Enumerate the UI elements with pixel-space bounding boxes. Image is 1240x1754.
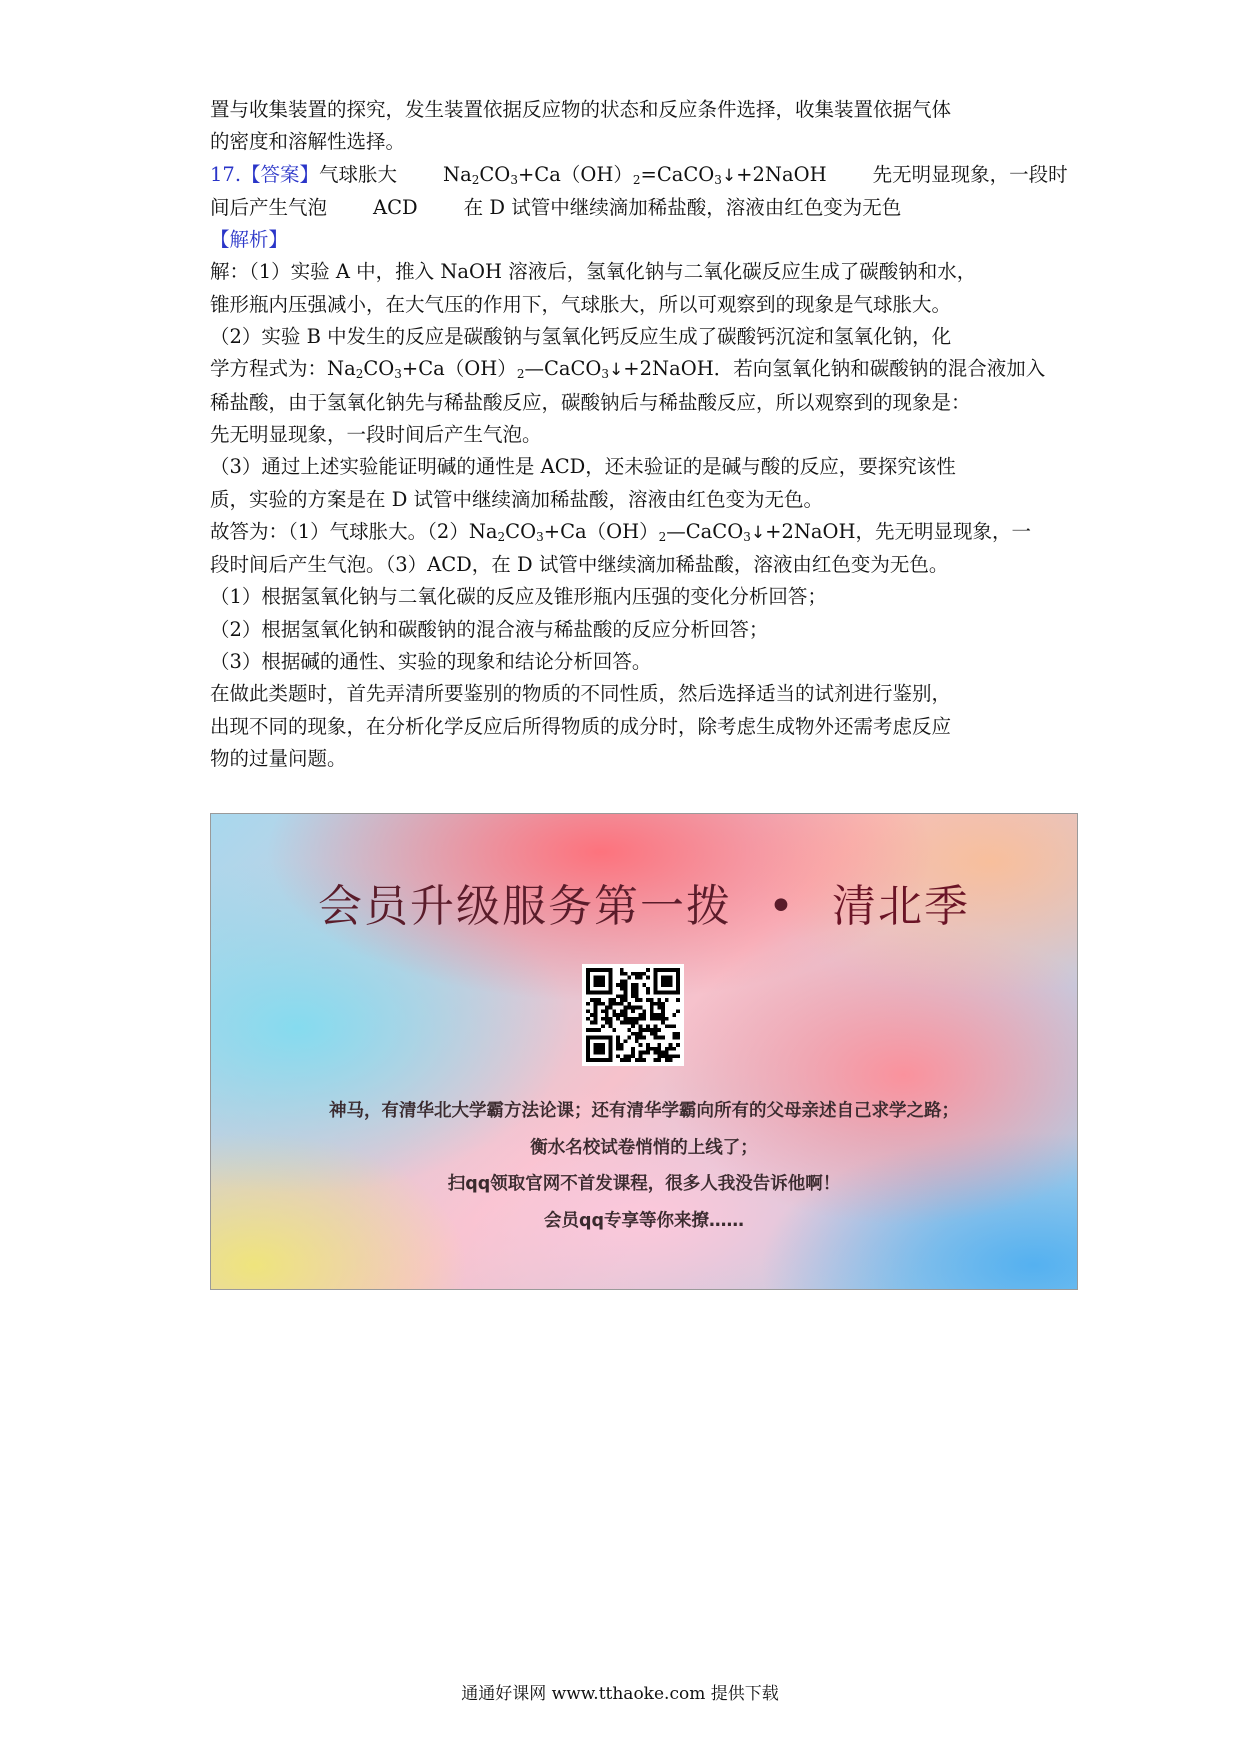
question-number: 17. [210,162,242,186]
promo-line: 扫qq领取官网不首发课程，很多人我没告诉他啊！ [447,1174,841,1194]
qr-code-icon[interactable] [582,964,684,1066]
answer-part-1: 气球胀大 [319,162,398,186]
text-line: （3）根据碱的通性、实验的现象和结论分析回答。 [210,650,652,674]
answer-part-4: ACD [373,195,418,219]
footer-credit: 通通好课网 www.tthaoke.com 提供下载 [461,1684,779,1704]
promo-line: 神马，有清华北大学霸方法论课；还有清华学霸向所有的父母亲述自己求学之路； [329,1101,959,1121]
text-line: 解：（1）实验 A 中，推入 NaOH 溶液后，氢氧化钠与二氧化碳反应生成了碳酸钠和水， [210,260,977,284]
text-line: 的密度和溶解性选择。 [210,130,406,154]
analysis-tag: 【解析】 [210,228,289,252]
answer-equation: $Na_2CO_3+Ca(OH)_2=CaCO_3↓+2NaOH$ [443,162,827,187]
answer-line-cont: 间后产生气泡 ACD 在 D 试管中继续滴加稀盐酸，溶液由红色变为无色 [210,195,902,219]
text-line: 出现不同的现象，在分析化学反应后所得物质的成分时，除考虑生成物外还需考虑反应 [210,714,952,738]
text-line: 锥形瓶内压强减小，在大气压的作用下，气球胀大，所以可观察到的现象是气球胀大。 [210,292,952,316]
equation-line: 学方程式为：$Na_2CO_3+Ca(OH)_2—CaCO_3↓+2NaOH$．若向氢氧化钠和碳酸钠的混合液加入 [210,357,1046,382]
text-line: （1）根据氢氧化钠与二氧化碳的反应及锥形瓶内压强的变化分析回答； [210,585,827,609]
promo-line: 衡水名校试卷悄悄的上线了； [530,1137,758,1158]
banner-title: 会员升级服务第一拨 • 清北季 [318,881,970,932]
text-line: 段时间后产生气泡。（3）ACD，在 D 试管中继续滴加稀盐酸，溶液由红色变为无色。 [210,553,949,577]
text-line: 质，实验的方案是在 D 试管中继续滴加稀盐酸，溶液由红色变为无色。 [210,487,824,511]
answer-tag: 【答案】 [241,162,320,186]
answer-part-5: 在 D 试管中继续滴加稀盐酸，溶液由红色变为无色 [463,195,902,219]
text-line: 先无明显现象，一段时间后产生气泡。 [210,422,542,446]
answer-line [210,159,1068,192]
text-line: （2）实验 B 中发生的反应是碳酸钠与氢氧化钙反应生成了碳酸钙沉淀和氢氧化钠，化 [210,325,952,349]
equation-line: 故答为：（1）气球胀大。$(2)Na_2CO_3+Ca(OH)_2—CaCO_3↓+2NaOH$，先无明显现象，一 [210,519,1032,544]
text-line: （3）通过上述实验能证明碱的通性是 ACD，还未验证的是碱与酸的反应，要探究该性 [210,455,956,479]
document-body [210,94,1068,775]
promo-banner [210,813,1078,1290]
text-line: 置与收集装置的探究，发生装置依据反应物的状态和反应条件选择，收集装置依据气体 [210,98,952,121]
text-line: 在做此类题时，首先弄清所要鉴别的物质的不同性质，然后选择适当的试剂进行鉴别， [210,682,952,706]
text-line: （2）根据氢氧化钠和碳酸钠的混合液与稀盐酸的反应分析回答； [210,617,769,641]
text-line: 稀盐酸，由于氢氧化钠先与稀盐酸反应，碳酸钠后与稀盐酸反应，所以观察到的现象是： [210,390,971,414]
promo-text [211,1093,1077,1239]
text-line: 物的过量问题。 [210,746,347,770]
promo-line: 会员qq专享等你来撩…… [543,1210,745,1231]
answer-part-3: 先无明显现象，一段时 [872,162,1068,186]
